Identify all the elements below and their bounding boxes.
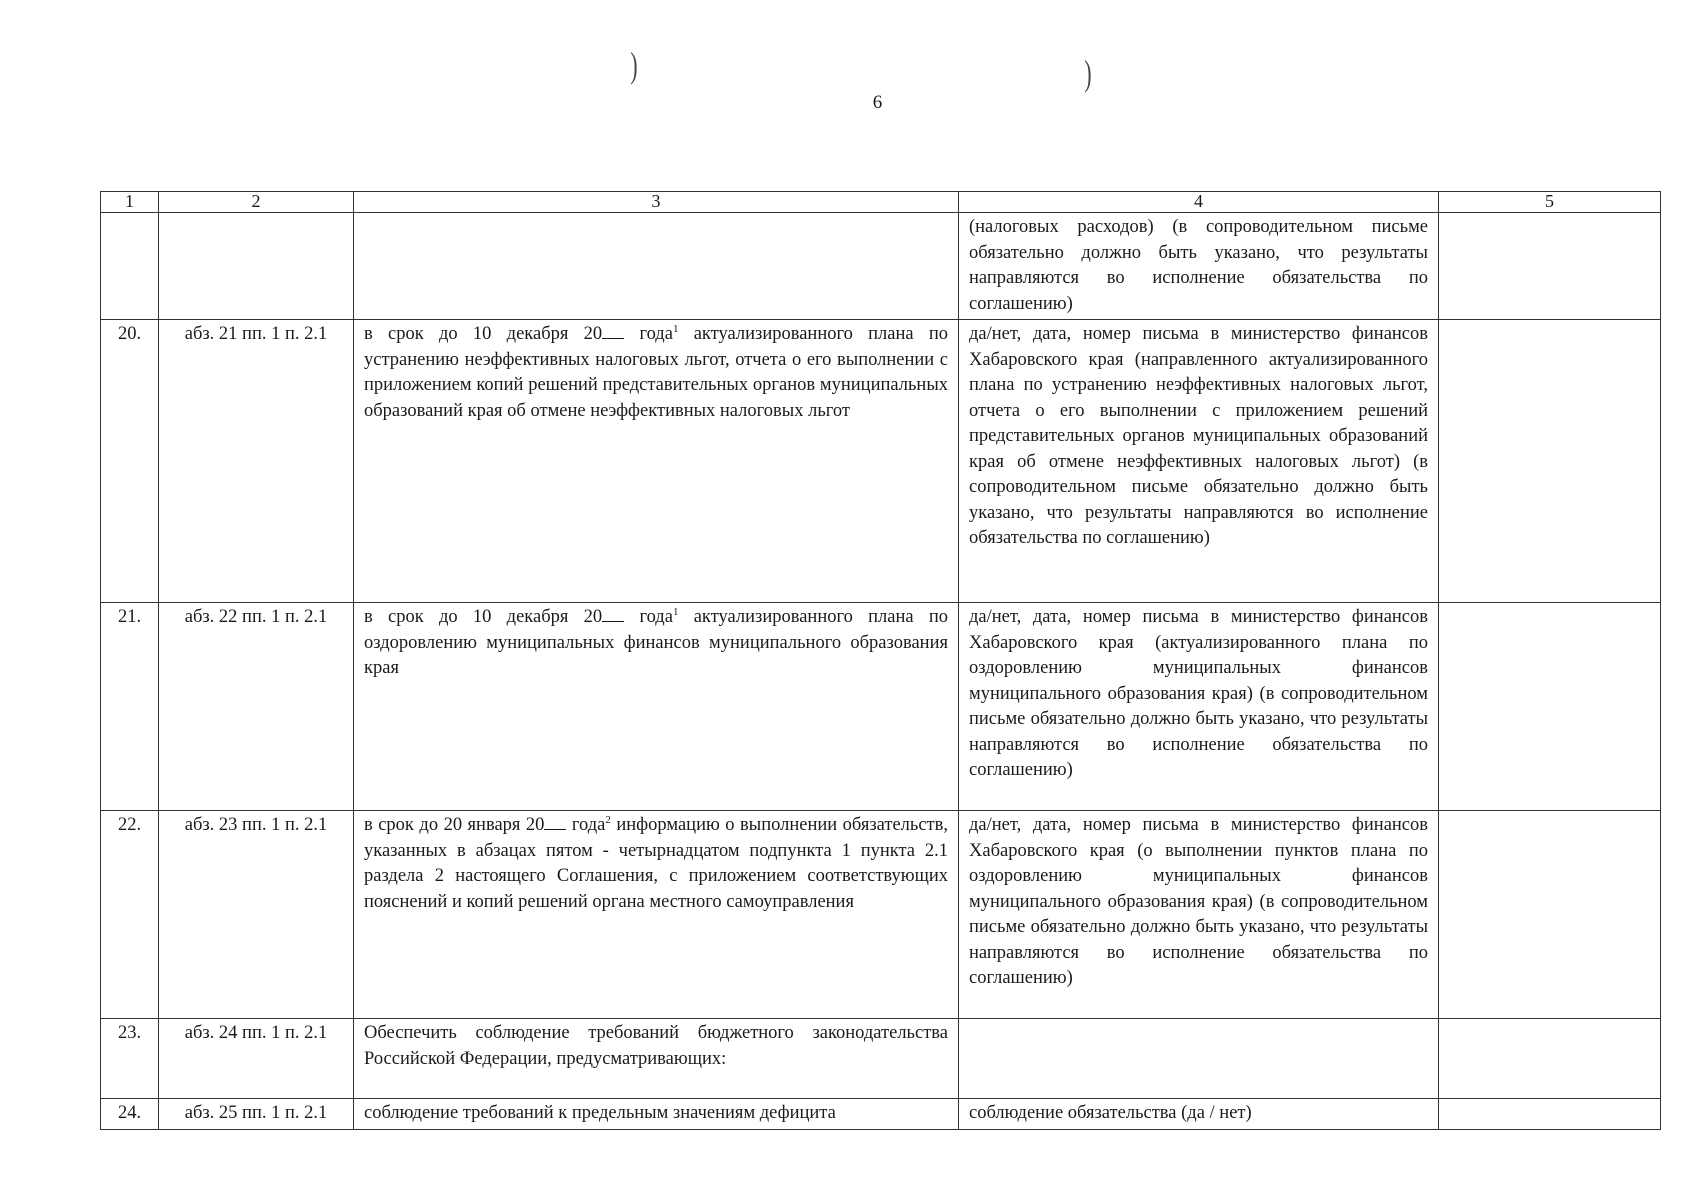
row-indicator: да/нет, дата, номер письма в министерство финансов Хабаровского края (актуализированного плана по оздоровлению муниципальных финансов муниципального образования края) (в сопроводительном письме обязательно должно быть указано, что результаты направляются во исполнение обязательства по соглашению) (959, 603, 1439, 811)
obligation-text-end: информацию о выполнении обязательств, указанных в абзацах пятом - четырнадцатом подпункта 1 пункта 2.1 раздела 2 настоящего Соглашения, с приложением соответствующих пояснений и копий решений органа местного самоуправления (364, 815, 949, 912)
row-indicator: да/нет, дата, номер письма в министерство финансов Хабаровского края (о выполнении пунктов плана по оздоровлению муниципальных финансов муниципального образования края) (в сопроводительном письме обязательно должно быть указано, что результаты направляются во исполнение обязательства по соглашению) (959, 811, 1439, 1019)
row-value (1439, 603, 1661, 811)
row-obligation (354, 811, 959, 1019)
header-cell-3: 3 (354, 192, 959, 213)
row-reference: абз. 21 пп. 1 п. 2.1 (159, 320, 354, 603)
row-value (1439, 320, 1661, 603)
year-blank (602, 322, 624, 339)
row-obligation: Обеспечить соблюдение требований бюджетного законодательства Российской Федерации, предусматривающих: (354, 1019, 959, 1099)
row-number: 22. (101, 811, 159, 1019)
margin-mark-right: ) (1084, 53, 1092, 93)
row-indicator: (налоговых расходов) (в сопроводительном письме обязательно должно быть указано, что результаты направляются во исполнение обязательства по соглашению) (959, 213, 1439, 320)
table-row (101, 1019, 1661, 1099)
row-obligation (354, 320, 959, 603)
row-reference: абз. 25 пп. 1 п. 2.1 (159, 1099, 354, 1130)
page-number: 6 (872, 92, 883, 113)
row-number (101, 213, 159, 320)
header-cell-5: 5 (1439, 192, 1661, 213)
obligation-text-start: в срок до 10 декабря 20 (364, 607, 603, 627)
row-number: 24. (101, 1099, 159, 1130)
row-value (1439, 811, 1661, 1019)
obligation-text-end: актуализированного плана по оздоровлению муниципальных финансов муниципального образования края (364, 607, 949, 678)
table-row-continuation (101, 213, 1661, 320)
table-row (101, 603, 1661, 811)
obligations-table (100, 191, 1661, 1130)
row-number: 23. (101, 1019, 159, 1099)
row-obligation (354, 213, 959, 320)
year-blank (544, 813, 566, 830)
table-row (101, 811, 1661, 1019)
row-value (1439, 1019, 1661, 1099)
margin-mark-left: ) (630, 45, 638, 85)
obligation-text-start: в срок до 20 января 20 (364, 815, 545, 835)
year-blank (602, 605, 624, 622)
row-value (1439, 213, 1661, 320)
footnote-mark: 2 (605, 814, 611, 826)
obligation-text-start: в срок до 10 декабря 20 (364, 324, 603, 344)
header-cell-4: 4 (959, 192, 1439, 213)
row-number: 20. (101, 320, 159, 603)
header-cell-2: 2 (159, 192, 354, 213)
obligation-text-end: актуализированного плана по устранению неэффективных налоговых льгот, отчета о его выполнении с приложением копий решений представительных органов муниципальных образований края об отмене неэффективных налоговых льгот (364, 324, 949, 421)
obligation-year-word: года (624, 324, 673, 344)
row-reference: абз. 22 пп. 1 п. 2.1 (159, 603, 354, 811)
row-number: 21. (101, 603, 159, 811)
footnote-mark: 1 (672, 323, 679, 335)
footnote-mark: 1 (672, 606, 679, 618)
obligation-year-word: года (566, 815, 606, 835)
row-indicator: да/нет, дата, номер письма в министерство финансов Хабаровского края (направленного актуализированного плана по устранению неэффективных налоговых льгот, отчета о его выполнении с приложением решений представительных органов муниципальных образований края об отмене неэффективных налоговых льгот) (в сопроводительном письме обязательно должно быть указано, что результаты направляются во исполнение обязательства по соглашению) (959, 320, 1439, 603)
row-obligation: соблюдение требований к предельным значениям дефицита (354, 1099, 959, 1130)
row-reference: абз. 23 пп. 1 п. 2.1 (159, 811, 354, 1019)
obligation-year-word: года (624, 607, 673, 627)
row-obligation (354, 603, 959, 811)
row-reference: абз. 24 пп. 1 п. 2.1 (159, 1019, 354, 1099)
table-row (101, 320, 1661, 603)
row-indicator (959, 1019, 1439, 1099)
row-reference (159, 213, 354, 320)
row-value (1439, 1099, 1661, 1130)
table-header-row (101, 192, 1661, 213)
header-cell-1: 1 (101, 192, 159, 213)
row-indicator: соблюдение обязательства (да / нет) (959, 1099, 1439, 1130)
table-row (101, 1099, 1661, 1130)
